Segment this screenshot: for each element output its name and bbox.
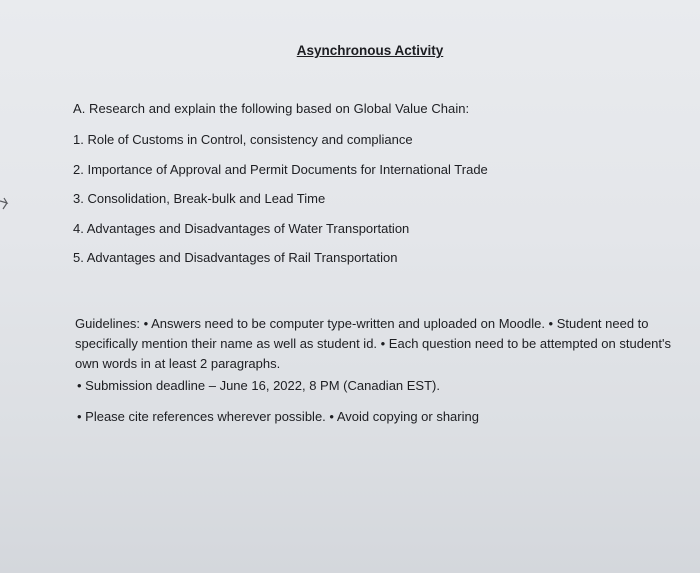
list-item: 2. Importance of Approval and Permit Documents for International Trade (73, 161, 488, 177)
guidelines-paragraph: Guidelines: • Answers need to be computer type-written and uploaded on Moodle. • Student need to specifically mention their name as well as student id. • Each question need to be attempted on student's own words in at least 2 paragraphs. (75, 316, 671, 371)
document-title: Asynchronous Activity (296, 43, 444, 58)
list-item: 3. Consolidation, Break-bulk and Lead Time (73, 191, 326, 206)
intro-text: A. Research and explain the following based on Global Value Chain: (73, 101, 470, 116)
deadline-line: • Submission deadline – June 16, 2022, 8 PM (Canadian EST). (77, 378, 440, 393)
list-item: 5. Advantages and Disadvantages of Rail Transportation (73, 250, 398, 265)
cursor-arrow-icon (0, 197, 12, 211)
cite-references-line: • Please cite references wherever possible. • Avoid copying or sharing (77, 409, 479, 424)
list-item: 1. Role of Customs in Control, consistency and compliance (73, 132, 413, 147)
list-item: 4. Advantages and Disadvantages of Water Transportation (73, 220, 410, 236)
question-list (73, 131, 488, 279)
